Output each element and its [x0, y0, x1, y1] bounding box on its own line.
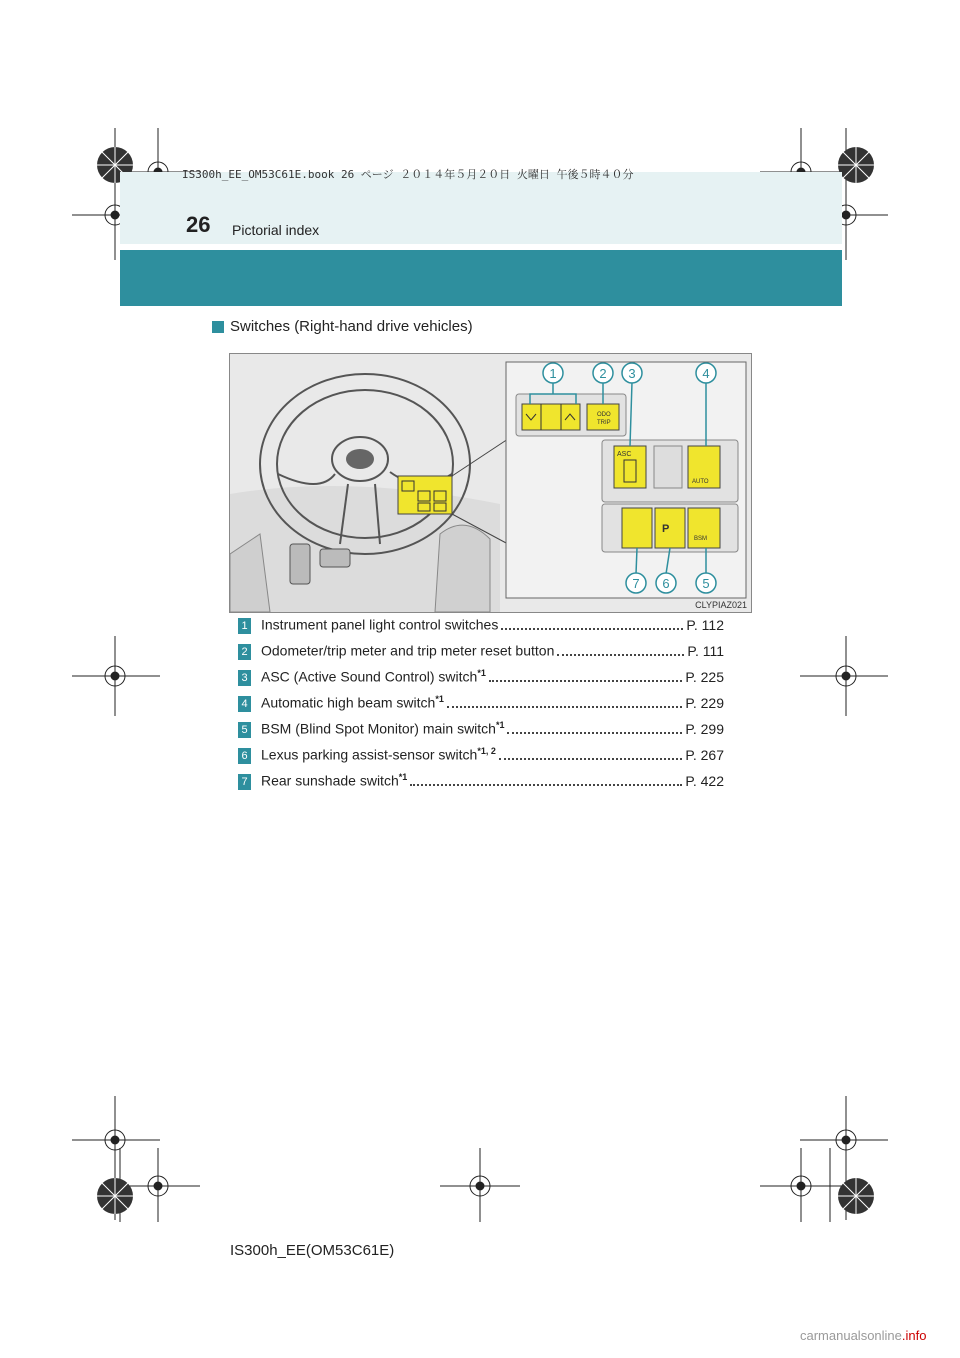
item-number-badge: 2: [238, 644, 251, 660]
list-item: [238, 694, 724, 716]
item-label: BSM (Blind Spot Monitor) main switch$^{*1}$: [261, 720, 505, 737]
watermark: carmanualsonline.info: [800, 1328, 927, 1343]
page-reference-link[interactable]: P. 299: [685, 720, 724, 737]
subsection-marker-icon: [212, 321, 224, 333]
list-item: [238, 668, 724, 690]
list-item: [238, 616, 724, 638]
leader-dots: [489, 679, 683, 682]
page-reference-link[interactable]: P. 112: [686, 616, 724, 633]
item-number-badge: 6: [238, 748, 251, 764]
p-label: P: [662, 523, 670, 535]
auto-label: AUTO: [692, 479, 709, 485]
leader-dots: [410, 783, 682, 786]
callout-7: 7: [632, 576, 640, 591]
switch-illustration: [229, 353, 752, 613]
callout-4: 4: [702, 366, 710, 381]
item-label: Instrument panel light control switches: [261, 616, 499, 633]
item-label: Rear sunshade switch$^{*1}$: [261, 772, 408, 789]
model-code: IS300h_EE(OM53C61E): [230, 1242, 395, 1259]
trip-label: TRIP: [597, 420, 611, 426]
bsm-label: BSM: [694, 536, 708, 542]
page-reference-link[interactable]: P. 229: [685, 694, 724, 711]
item-number-badge: 1: [238, 618, 251, 634]
item-number-badge: 7: [238, 774, 251, 790]
callout-3: 3: [628, 366, 636, 381]
page-reference-link[interactable]: P. 422: [685, 772, 724, 789]
page-reference-link[interactable]: P. 225: [685, 668, 724, 685]
item-label: Odometer/trip meter and trip meter reset button: [261, 642, 555, 659]
subsection-title: Switches (Right-hand drive vehicles): [230, 318, 473, 335]
callout-5: 5: [702, 576, 710, 591]
dashboard-drawing: [230, 354, 751, 612]
item-label: Lexus parking assist-sensor switch$^{*1, 2}$: [261, 746, 496, 763]
page-number: 26: [186, 212, 211, 237]
list-item: [238, 642, 724, 664]
callout-6: 6: [662, 576, 670, 591]
asc-label: ASC: [617, 451, 632, 458]
odo-label: ODO: [597, 412, 611, 418]
item-number-badge: 5: [238, 722, 251, 738]
illustration-code: CLYPIAZ021: [695, 600, 747, 610]
leader-dots: [447, 705, 683, 708]
item-label: ASC (Active Sound Control) switch$^{*1}$: [261, 668, 486, 685]
item-label: Automatic high beam switch$^{*1}$: [261, 694, 444, 711]
list-item: [238, 746, 724, 768]
leader-dots: [557, 653, 684, 656]
leader-dots: [507, 731, 682, 734]
header-teal-band: [120, 250, 842, 306]
item-number-badge: 4: [238, 696, 251, 712]
list-item: [238, 720, 724, 742]
header-light-band: [120, 172, 842, 244]
page-reference-link[interactable]: P. 111: [687, 642, 724, 659]
print-info: IS300h_EE_OM53C61E.book 26 ページ ２０１４年５月２０日 火曜日 午後５時４０分: [182, 168, 634, 181]
leader-dots: [499, 757, 683, 760]
list-item: [238, 772, 724, 794]
callout-1: 1: [549, 366, 557, 381]
item-number-badge: 3: [238, 670, 251, 686]
section-title: Pictorial index: [232, 222, 320, 238]
callout-2: 2: [599, 366, 607, 381]
page-reference-link[interactable]: P. 267: [685, 746, 724, 763]
leader-dots: [501, 627, 683, 630]
